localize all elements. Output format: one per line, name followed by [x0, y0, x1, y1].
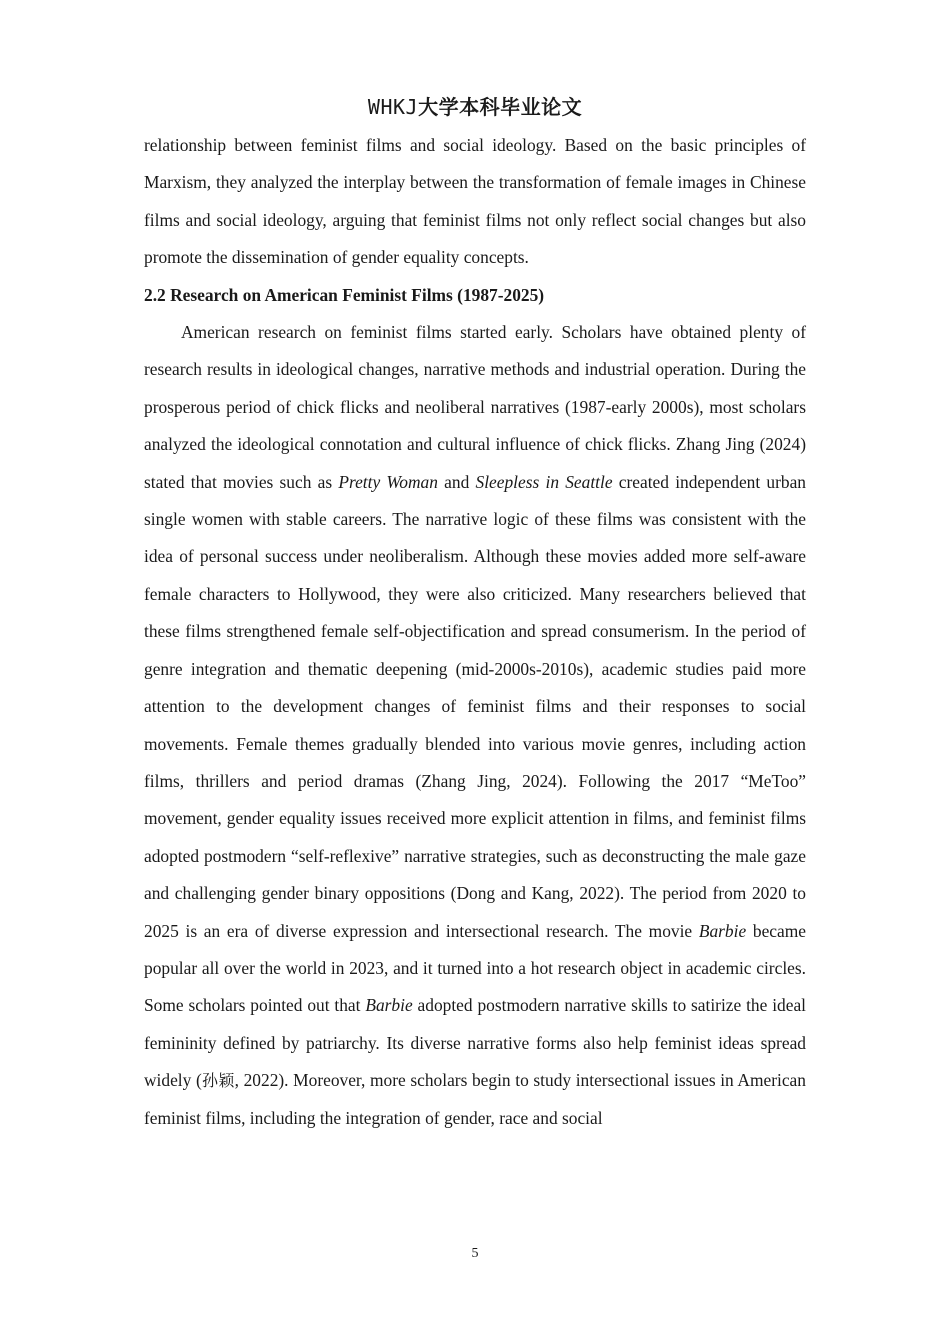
film-title: Sleepless in Seattle [475, 471, 613, 492]
text-run: and [437, 471, 476, 492]
header-institution-code: WHKJ [367, 95, 419, 119]
text-run: American research on feminist films started early. Scholars have obtained plenty of research results in ideological changes, narrative methods and industrial operation. During the prosperous period of chick flicks and neoliberal narratives (1987-early 2000s), most scholars analyzed the ideological connotation and cultural influence of chick flicks. Zhang Jing (2024) stated that movies such as [144, 322, 806, 492]
header-thesis-title: 大学本科毕业论文 [418, 95, 583, 119]
paragraph-american-research [144, 314, 806, 1137]
film-title: Barbie [365, 995, 413, 1016]
film-title: Pretty Woman [338, 471, 438, 492]
text-run: adopted postmodern narrative skills to satirize the ideal femininity defined by patriarchy. Its diverse narrative forms also help feminist ideas spread widely ( [144, 995, 806, 1091]
text-run: created independent urban single women with stable careers. The narrative logic of these films was consistent with the idea of personal success under neoliberalism. Although these movies added more self-aware female characters to Hollywood, they were also criticized. Many researchers believed that these films strengthened female self-objectification and spread consumerism. In the period of genre integration and thematic deepening (mid-2000s-2010s), academic studies paid more attention to the development changes of feminist films and their responses to social movements. Female themes gradually blended into various movie genres, including action films, thrillers and period dramas (Zhang Jing, 2024). Following the 2017 “MeToo” movement, gender equality issues received more explicit attention in films, and feminist films adopted postmodern “self-reflexive” narrative strategies, such as deconstructing the male gaze and challenging gender binary oppositions (Dong and Kang, 2022). The period from 2020 to 2025 is an era of diverse expression and intersectional research. The movie [144, 471, 807, 941]
paragraph-continuation: relationship between feminist films and social ideology. Based on the basic principles of Marxism, they analyzed the interplay between the transformation of female images in Chinese films and social ideology, arguing that feminist films not only reflect social changes but also promote the dissemination of gender equality concepts. [144, 135, 806, 268]
page-body [144, 127, 806, 1137]
page-number: 5 [471, 1246, 479, 1261]
film-title: Barbie [698, 920, 747, 941]
text-run: became popular all over the world in 2023, and it turned into a hot research object in academic circles. Some scholars pointed out that [144, 920, 806, 1016]
text-run: , 2022). Moreover, more scholars begin to study intersectional issues in American feminist films, including the integration of gender, race and social [144, 1070, 806, 1128]
citation-author: 孙颖 [201, 1071, 235, 1091]
section-heading: 2.2 Research on American Feminist Films (1987-2025) [144, 284, 545, 305]
running-header [0, 92, 950, 122]
